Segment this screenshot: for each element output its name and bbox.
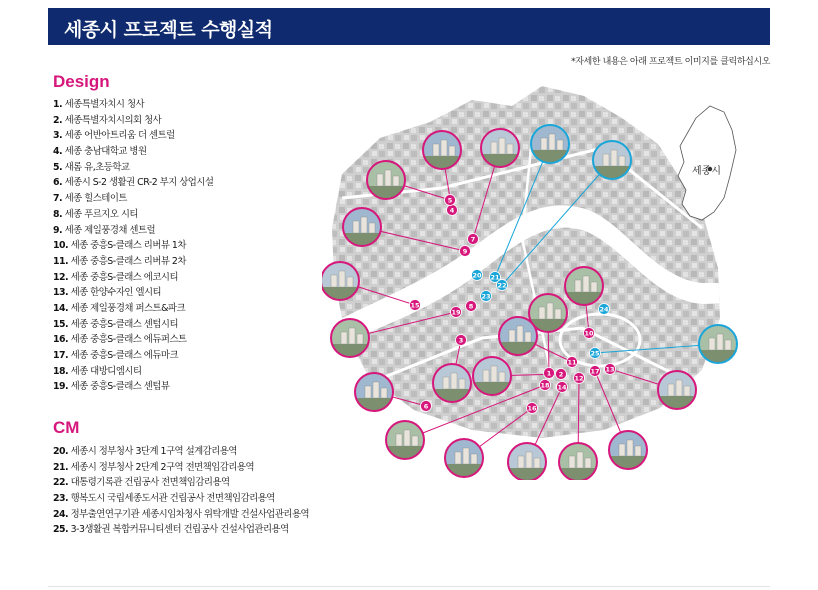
design-item[interactable] [53, 97, 213, 113]
project-map [322, 78, 742, 480]
marker-number: 11 [567, 358, 577, 367]
project-photo-thumbnail[interactable] [699, 325, 737, 364]
design-item[interactable] [53, 191, 213, 207]
item-number: 15. [53, 318, 69, 330]
marker-number: 5 [447, 196, 453, 205]
project-photo-thumbnail[interactable] [367, 161, 405, 200]
marker-number: 6 [423, 402, 429, 411]
design-item[interactable] [53, 285, 213, 301]
design-item[interactable] [53, 270, 213, 286]
design-item[interactable] [53, 128, 213, 144]
item-label: 세종 중흥S-클래스 에듀마크 [70, 350, 179, 361]
map-marker-25[interactable] [590, 348, 601, 359]
item-number: 25. [53, 524, 69, 536]
project-photo-thumbnail[interactable] [473, 357, 511, 396]
item-label: 3-3생활권 복합커뮤니티센터 건립공사 건설사업관리용역 [70, 524, 289, 536]
item-number: 22. [53, 477, 69, 489]
project-photo-thumbnail[interactable] [531, 125, 569, 164]
design-item[interactable] [53, 144, 213, 160]
map-marker-22[interactable] [497, 280, 508, 291]
design-item[interactable] [53, 364, 213, 380]
map-marker-15[interactable] [410, 300, 421, 311]
item-label: 세종 한양수자인 엘시티 [70, 287, 162, 299]
item-number: 16. [53, 334, 69, 346]
map-marker-24[interactable] [599, 304, 610, 315]
cm-item[interactable] [53, 507, 309, 523]
map-marker-5[interactable] [445, 195, 456, 206]
map-marker-14[interactable] [557, 382, 568, 393]
cm-item[interactable] [53, 491, 309, 507]
marker-number: 16 [527, 404, 537, 413]
project-photo-thumbnail[interactable] [609, 431, 647, 470]
marker-number: 4 [449, 206, 455, 215]
item-label: 세종시 정부청사 2단계 2구역 전면책임감리용역 [70, 461, 255, 473]
item-label: 새롬 유,초등학교 [64, 161, 130, 173]
map-marker-11[interactable] [567, 357, 578, 368]
map-marker-16[interactable] [527, 403, 538, 414]
marker-number: 14 [557, 383, 567, 392]
map-marker-3[interactable] [456, 335, 467, 346]
item-label: 세종 대방디엠시티 [70, 365, 142, 377]
marker-number: 18 [540, 381, 550, 390]
item-label: 세종특별자치시 청사 [64, 99, 145, 110]
marker-number: 17 [590, 367, 600, 376]
design-project-list [53, 97, 213, 395]
marker-number: 20 [472, 271, 482, 280]
design-item[interactable] [53, 348, 213, 364]
item-number: 5. [53, 161, 63, 173]
marker-number: 13 [605, 365, 615, 374]
cm-item[interactable] [53, 460, 309, 476]
item-number: 13. [53, 287, 69, 299]
marker-number: 23 [481, 292, 491, 301]
project-photo-thumbnail[interactable] [423, 131, 461, 170]
map-marker-4[interactable] [447, 205, 458, 216]
item-label: 세종특별자치시의회 청사 [64, 114, 162, 126]
project-photo-thumbnail[interactable] [499, 317, 537, 356]
item-number: 7. [53, 193, 63, 205]
project-photo-thumbnail[interactable] [593, 141, 631, 180]
project-photo-thumbnail[interactable] [508, 443, 546, 480]
design-item[interactable] [53, 160, 213, 176]
marker-number: 24 [599, 305, 609, 314]
map-marker-18[interactable] [540, 380, 551, 391]
design-item[interactable] [53, 317, 213, 333]
cm-project-list [53, 444, 309, 538]
design-item[interactable] [53, 223, 213, 239]
marker-number: 3 [458, 336, 464, 345]
item-number: 14. [53, 302, 69, 314]
item-label: 세종 중흥S-클래스 센텀뷰 [70, 381, 170, 393]
item-label: 세종 중흥S-클래스 센텀시티 [70, 318, 179, 330]
item-number: 20. [53, 446, 69, 457]
marker-number: 25 [590, 349, 600, 358]
item-label: 세종 힐스테이트 [64, 193, 127, 205]
map-marker-12[interactable] [574, 373, 585, 384]
design-item[interactable] [53, 301, 213, 317]
item-number: 9. [53, 224, 63, 236]
page-title: 세종시 프로젝트 수행실적 [64, 19, 273, 41]
map-marker-13[interactable] [605, 364, 616, 375]
project-photo-thumbnail[interactable] [445, 439, 483, 478]
item-number: 18. [53, 365, 69, 377]
marker-number: 21 [490, 273, 500, 282]
design-item[interactable] [53, 207, 213, 223]
item-number: 10. [53, 240, 69, 252]
korea-inset-map [678, 106, 736, 220]
cm-item[interactable] [53, 444, 309, 460]
title-bar [48, 8, 770, 45]
project-photo-thumbnail[interactable] [481, 129, 519, 168]
map-marker-8[interactable] [466, 301, 477, 312]
map-marker-10[interactable] [584, 328, 595, 339]
item-number: 2. [53, 114, 63, 126]
item-label: 세종 제일풍경채 퍼스트&파크 [70, 302, 186, 314]
item-label: 정부출연연구기관 세종시임차청사 위탁개발 건설사업관리용역 [70, 508, 310, 520]
item-label: 세종 중흥S-클래스 리버뷰 2차 [70, 255, 186, 267]
map-marker-6[interactable] [421, 401, 432, 412]
inset-label: 세종시 [692, 166, 721, 177]
design-item[interactable] [53, 113, 213, 129]
design-item[interactable] [53, 332, 213, 348]
design-item[interactable] [53, 254, 213, 270]
marker-number: 12 [574, 374, 584, 383]
item-number: 4. [53, 146, 63, 158]
project-photo-thumbnail[interactable] [386, 421, 424, 460]
marker-number: 9 [462, 247, 468, 256]
project-photo-thumbnail[interactable] [559, 443, 597, 480]
marker-number: 7 [470, 235, 476, 244]
cm-heading: CM [53, 418, 80, 437]
map-marker-20[interactable] [472, 270, 483, 281]
item-label: 행복도시 국립세종도서관 건립공사 전면책임감리용역 [70, 493, 275, 505]
map-marker-23[interactable] [481, 291, 492, 302]
item-label: 세종 중흥S-클래스 에듀퍼스트 [70, 334, 187, 346]
project-photo-thumbnail[interactable] [355, 373, 393, 412]
marker-number: 8 [468, 302, 474, 311]
item-number: 17. [53, 350, 69, 361]
item-number: 19. [53, 381, 69, 393]
item-number: 6. [53, 177, 63, 189]
design-item[interactable] [53, 379, 213, 395]
item-label: 세종 어반아트리움 더 센트럴 [64, 130, 175, 142]
click-hint: *자세한 내용은 아래 프로젝트 이미지를 클릭하십시오 [571, 57, 770, 67]
design-item[interactable] [53, 175, 213, 191]
item-label: 세종시 S-2 생활권 CR-2 부지 상업시설 [64, 177, 214, 189]
map-marker-7[interactable] [468, 234, 479, 245]
project-photo-thumbnail[interactable] [433, 364, 471, 403]
project-photo-thumbnail[interactable] [565, 267, 603, 306]
cm-item[interactable] [53, 522, 309, 538]
footer-divider [48, 586, 770, 587]
marker-number: 19 [451, 308, 461, 317]
cm-item[interactable] [53, 475, 309, 491]
item-number: 11. [53, 255, 69, 267]
item-label: 세종 푸르지오 시티 [64, 208, 138, 220]
item-number: 23. [53, 493, 69, 505]
marker-number: 2 [558, 370, 564, 379]
item-number: 24. [53, 508, 69, 520]
project-photo-thumbnail[interactable] [331, 319, 369, 358]
item-number: 8. [53, 208, 63, 220]
item-number: 21. [53, 461, 69, 473]
marker-number: 22 [497, 281, 507, 290]
item-label: 세종 제일풍경채 센트럴 [64, 224, 156, 236]
design-heading: Design [53, 72, 110, 91]
item-number: 12. [53, 271, 69, 283]
item-label: 세종 충남대학교 병원 [64, 146, 147, 158]
project-photo-thumbnail[interactable] [322, 262, 359, 301]
item-label: 세종 중흥S-클래스 에코시티 [70, 271, 179, 283]
map-marker-9[interactable] [460, 246, 471, 257]
item-label: 세종시 정부청사 3단계 1구역 설계감리용역 [70, 446, 237, 457]
item-label: 대통령기록관 건립공사 전면책임감리용역 [70, 477, 230, 489]
design-item[interactable] [53, 238, 213, 254]
item-number: 3. [53, 130, 63, 142]
item-number: 1. [53, 99, 63, 110]
project-photo-thumbnail[interactable] [343, 208, 381, 247]
marker-number: 15 [410, 301, 420, 310]
marker-number: 10 [584, 329, 594, 338]
map-marker-19[interactable] [451, 307, 462, 318]
marker-number: 1 [546, 369, 552, 378]
map-marker-17[interactable] [590, 366, 601, 377]
map-marker-1[interactable] [544, 368, 555, 379]
project-photo-thumbnail[interactable] [658, 371, 696, 410]
map-marker-2[interactable] [556, 369, 567, 380]
item-label: 세종 중흥S-클래스 리버뷰 1차 [70, 240, 186, 252]
